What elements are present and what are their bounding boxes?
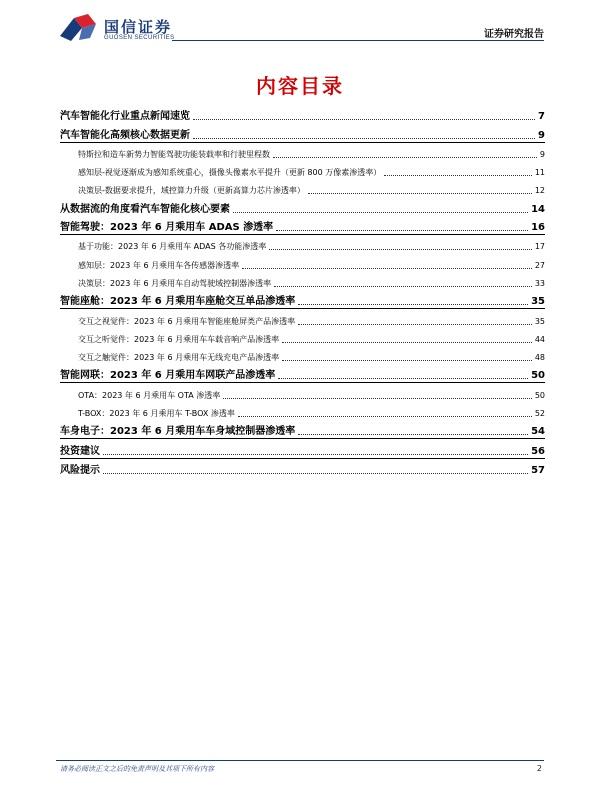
toc-entry[interactable]: [60, 143, 545, 161]
toc-entry-page[interactable]: 27: [534, 260, 545, 270]
toc-entry-label[interactable]: 基于功能：2023 年 6 月乘用车 ADAS 各功能渗透率: [78, 242, 267, 252]
toc-entry-page[interactable]: 12: [534, 186, 545, 196]
guosen-logo-icon: [60, 14, 100, 44]
toc-entry-label[interactable]: 感知层：2023 年 6 月乘用车各传感器渗透率: [78, 260, 240, 270]
toc-entry[interactable]: [60, 123, 545, 142]
toc-entry[interactable]: [60, 235, 545, 253]
toc-dot-leader: [298, 303, 528, 305]
toc-entry-page[interactable]: 35: [531, 296, 545, 308]
toc-dot-leader: [273, 156, 537, 158]
toc-dot-leader: [384, 174, 532, 176]
toc-dot-leader: [269, 248, 532, 250]
toc-entry-label[interactable]: 智能驾驶：2023 年 6 月乘用车 ADAS 渗透率: [60, 222, 274, 234]
toc-entry-page[interactable]: 16: [531, 222, 545, 234]
toc-entry-page[interactable]: 9: [539, 149, 545, 159]
toc-entry[interactable]: [60, 309, 545, 327]
toc-entry-page[interactable]: 35: [534, 316, 545, 326]
toc-dot-leader: [242, 267, 532, 269]
toc-entry[interactable]: [60, 439, 545, 458]
toc-entry[interactable]: [60, 364, 545, 383]
toc-dot-leader: [276, 229, 528, 231]
toc-dot-leader: [193, 118, 535, 120]
toc-entry-label[interactable]: 特斯拉和造车新势力智能驾驶功能装载率和行驶里程数: [78, 149, 270, 159]
toc-entry-label[interactable]: 智能座舱：2023 年 6 月乘用车座舱交互单品渗透率: [60, 296, 296, 308]
toc-entry-page[interactable]: 11: [534, 168, 545, 178]
toc-entry-label[interactable]: 投资建议: [60, 445, 100, 457]
toc-entry-page[interactable]: 17: [534, 242, 545, 252]
toc-entry-page[interactable]: 50: [531, 370, 545, 382]
toc-entry-label[interactable]: 感知层-视觉逐渐成为感知系统重心，摄像头像素水平提升（更新 800 万像素渗透率）: [78, 168, 382, 178]
toc-dot-leader: [278, 377, 528, 379]
toc-entry-page[interactable]: 52: [534, 409, 545, 419]
toc-entry[interactable]: [60, 459, 545, 477]
toc-dot-leader: [298, 323, 532, 325]
toc-entry-page[interactable]: 7: [538, 111, 545, 123]
toc-entry-page[interactable]: 9: [538, 129, 545, 141]
toc-entry-page[interactable]: 50: [534, 390, 545, 400]
toc-entry[interactable]: [60, 328, 545, 346]
toc-entry-page[interactable]: 14: [531, 203, 545, 215]
document-type: 证券研究报告: [484, 29, 544, 40]
toc-entry-label[interactable]: 风险提示: [60, 464, 100, 476]
toc-entry[interactable]: [60, 179, 545, 197]
toc-entry[interactable]: [60, 290, 545, 309]
toc-entry-label[interactable]: 交互之听觉件：2023 年 6 月乘用车车载音响产品渗透率: [78, 334, 280, 344]
page-header: [0, 0, 600, 48]
header-divider: [172, 40, 544, 41]
toc-entry[interactable]: [60, 105, 545, 123]
toc-entry-page[interactable]: 44: [534, 334, 545, 344]
footer-divider: [56, 760, 544, 761]
toc-entry-page[interactable]: 57: [531, 464, 545, 476]
brand-name-cn: 国信证券: [104, 18, 173, 36]
toc-entry-label[interactable]: 从数据流的角度看汽车智能化核心要素: [60, 203, 230, 215]
toc-dot-leader: [103, 472, 528, 474]
toc-entry-label[interactable]: 交互之视觉件：2023 年 6 月乘用车智能座舱屏类产品渗透率: [78, 316, 296, 326]
toc-dot-leader: [193, 137, 535, 139]
toc-entry[interactable]: [60, 346, 545, 364]
toc-dot-leader: [274, 285, 532, 287]
toc-entry[interactable]: [60, 197, 545, 215]
toc-dot-leader: [238, 415, 532, 417]
toc-dot-leader: [308, 192, 532, 194]
page-number: 2: [536, 764, 542, 773]
toc-dot-leader: [223, 397, 532, 399]
toc-entry-label[interactable]: 智能网联：2023 年 6 月乘用车网联产品渗透率: [60, 370, 276, 382]
toc-entry-label[interactable]: 交互之触觉件：2023 年 6 月乘用车无线充电产品渗透率: [78, 353, 280, 363]
toc-entry[interactable]: [60, 216, 545, 235]
table-of-contents: [60, 105, 545, 477]
toc-entry[interactable]: [60, 161, 545, 179]
guosen-logo: [60, 14, 230, 46]
toc-entry[interactable]: [60, 383, 545, 401]
toc-dot-leader: [233, 211, 528, 213]
toc-entry-label[interactable]: 车身电子：2023 年 6 月乘用车车身域控制器渗透率: [60, 426, 296, 438]
toc-entry[interactable]: [60, 402, 545, 420]
toc-entry-page[interactable]: 33: [534, 278, 545, 288]
toc-entry-label[interactable]: 决策层：2023 年 6 月乘用车自动驾驶域控制器渗透率: [78, 278, 272, 288]
toc-dot-leader: [103, 453, 528, 455]
toc-entry-label[interactable]: 汽车智能化高频核心数据更新: [60, 129, 190, 141]
brand-name-en: GUOSEN SECURITIES: [104, 35, 175, 41]
toc-entry[interactable]: [60, 272, 545, 290]
toc-entry-label[interactable]: OTA：2023 年 6 月乘用车 OTA 渗透率: [78, 390, 221, 400]
toc-entry-label[interactable]: 汽车智能化行业重点新闻速览: [60, 111, 190, 123]
toc-entry-label[interactable]: T-BOX：2023 年 6 月乘用车 T-BOX 渗透率: [78, 409, 235, 419]
footer-disclaimer: 请务必阅读正文之后的免责声明及其项下所有内容: [60, 765, 214, 773]
toc-dot-leader: [298, 433, 528, 435]
toc-entry[interactable]: [60, 253, 545, 271]
toc-dot-leader: [282, 341, 532, 343]
toc-entry-label[interactable]: 决策层-数据要求提升，域控算力升级（更新高算力芯片渗透率）: [78, 186, 305, 196]
page-title: 内容目录: [256, 74, 344, 98]
toc-entry-page[interactable]: 48: [534, 353, 545, 363]
toc-entry-page[interactable]: 54: [531, 426, 545, 438]
toc-entry-page[interactable]: 56: [531, 445, 545, 457]
toc-dot-leader: [282, 359, 532, 361]
toc-entry[interactable]: [60, 420, 545, 439]
